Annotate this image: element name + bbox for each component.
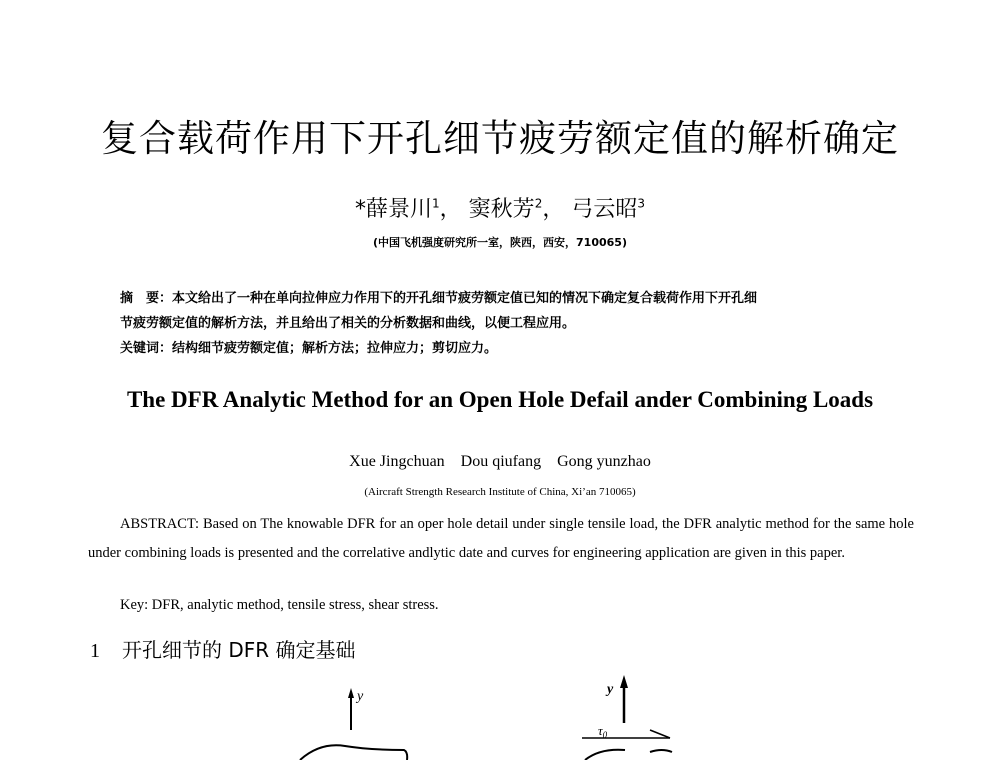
keywords-cn xyxy=(120,337,900,356)
author-name: 弓云昭 xyxy=(571,197,638,222)
authors-cn xyxy=(0,192,1000,223)
abstract-label: 摘 要： xyxy=(120,291,173,306)
abstract-cn-line1 xyxy=(120,287,900,306)
axis-label-y: y xyxy=(357,689,364,704)
separator: ， xyxy=(542,197,565,222)
figure-partial xyxy=(0,660,1000,760)
author-sup: 1 xyxy=(432,196,440,211)
authors-en: Xue Jingchuan Dou qiufang Gong yunzhao xyxy=(349,453,651,470)
abstract-cn-line2: 节疲劳额定值的解析方法，并且给出了相关的分析数据和曲线，以便工程应用。 xyxy=(120,316,576,331)
author-name: *薛景川 xyxy=(355,197,433,222)
keywords-label: 关键词： xyxy=(120,341,173,356)
tau-sub: 0 xyxy=(602,730,608,740)
keywords-text: 结构细节疲劳额定值；解析方法；拉伸应力；剪切应力。 xyxy=(172,341,498,356)
affiliation-cn: (中国飞机强度研究所一室，陕西，西安，710065) xyxy=(373,236,627,249)
author-sup: 2 xyxy=(534,196,543,211)
paper-title-cn: 复合载荷作用下开孔细节疲劳额定值的解析确定 xyxy=(101,117,899,160)
tau: τ xyxy=(598,723,603,738)
abstract-text: 本文给出了一种在单向拉伸应力作用下的开孔细节疲劳额定值已知的情况下确定复合载荷作用下开孔细 xyxy=(172,291,758,306)
keywords-en: Key: DFR, analytic method, tensile stress, shear stress. xyxy=(120,597,439,613)
figure-left-plate xyxy=(300,688,407,760)
figure-right-plate xyxy=(582,675,672,760)
abstract-en: ABSTRACT: Based on The knowable DFR for an oper hole detail under single tensile load, the DFR analytic method for the same hole under combining loads is presented and the correlative andlytic date and curves for engineering application are given in this paper. xyxy=(88,516,914,561)
author-name: 窦秋芳 xyxy=(468,197,535,222)
author-sup: 3 xyxy=(637,196,645,211)
affiliation-en: (Aircraft Strength Research Institute of China, Xi’an 710065) xyxy=(364,486,636,498)
section-heading xyxy=(90,634,356,663)
axis-label-y: y xyxy=(607,682,614,697)
section-title: 开孔细节的 DFR 确定基础 xyxy=(122,638,356,662)
section-number: 1 xyxy=(90,640,100,662)
paper-title-en: The DFR Analytic Method for an Open Hole Defail ander Combining Loads xyxy=(126,387,874,412)
separator: ， xyxy=(439,197,462,222)
